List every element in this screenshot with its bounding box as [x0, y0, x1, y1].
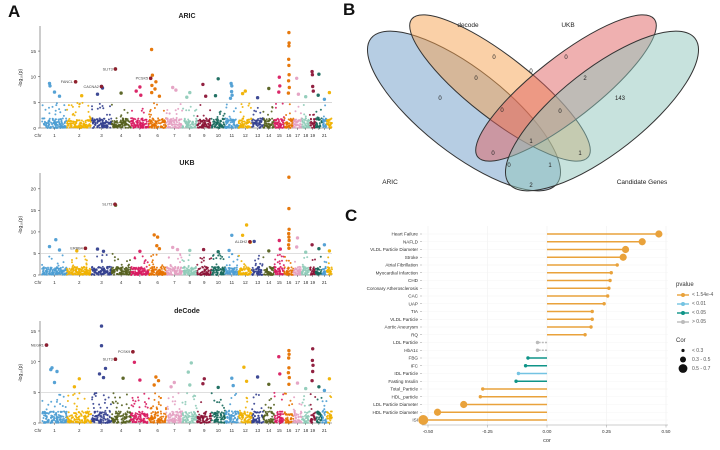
svg-text:Candidate Genes: Candidate Genes — [616, 179, 668, 186]
svg-text:9: 9 — [203, 428, 206, 433]
svg-text:10: 10 — [215, 428, 221, 433]
svg-text:19: 19 — [310, 280, 316, 285]
trait-label: NAFLD — [402, 239, 418, 245]
svg-text:4: 4 — [119, 428, 123, 433]
svg-text:11: 11 — [229, 280, 235, 285]
trait-label: Heart Failure — [391, 231, 418, 237]
trait-label: Fasting Insulin — [388, 378, 418, 384]
cor-dot — [517, 372, 520, 375]
cor-dot — [514, 380, 517, 383]
svg-text:0: 0 — [500, 108, 504, 114]
svg-text:5: 5 — [33, 252, 36, 258]
cor-dot — [639, 238, 646, 245]
cor-dot — [591, 318, 594, 321]
cor-dot — [606, 294, 609, 297]
trait-label: Aortic Aneurysm — [384, 324, 418, 330]
cor-dot — [583, 333, 586, 336]
trait-label: FBG — [408, 355, 418, 361]
svg-text:12: 12 — [242, 133, 248, 138]
data-points — [41, 102, 333, 129]
svg-text:9: 9 — [203, 133, 206, 138]
x-axis-label: cor — [543, 438, 551, 444]
trait-label: HbA1c — [404, 347, 418, 353]
pvalue-legend-items — [676, 290, 720, 326]
manhattan-plot-decode — [14, 301, 336, 447]
trait-label: LDL Particle — [393, 340, 418, 346]
svg-text:13: 13 — [255, 133, 261, 138]
svg-text:21: 21 — [321, 133, 327, 138]
trait-label: CHD — [408, 278, 418, 284]
svg-text:7: 7 — [173, 133, 176, 138]
svg-text:17: 17 — [295, 280, 301, 285]
peak-points — [48, 176, 331, 254]
cor-dot — [610, 271, 613, 274]
svg-text:Chr: Chr — [34, 428, 42, 433]
svg-text:14: 14 — [266, 280, 272, 285]
cor-dot — [622, 246, 629, 253]
svg-text:12: 12 — [242, 428, 248, 433]
trait-label: ISI — [412, 417, 418, 423]
svg-text:14: 14 — [266, 133, 272, 138]
manhattan-plot-aric — [14, 6, 336, 152]
svg-text:0: 0 — [491, 151, 495, 157]
svg-text:0: 0 — [558, 109, 562, 115]
trait-label: Stroke — [404, 254, 418, 260]
svg-text:13: 13 — [255, 280, 261, 285]
svg-text:1: 1 — [53, 280, 56, 285]
cor-dot — [434, 409, 441, 416]
cor-legend-title: Cor — [676, 338, 686, 344]
svg-text:ARIC: ARIC — [382, 179, 398, 186]
svg-text:21: 21 — [321, 280, 327, 285]
svg-text:10: 10 — [30, 75, 36, 81]
svg-text:6: 6 — [156, 133, 159, 138]
svg-text:18: 18 — [303, 280, 309, 285]
plot-title: UKB — [179, 160, 195, 167]
svg-text:0: 0 — [33, 273, 36, 279]
trait-label: HDL_particle — [391, 394, 418, 400]
plot-title: ARIC — [178, 13, 196, 20]
manhattan-plot-ukb — [14, 153, 336, 299]
cor-legend-item: < 0.3 — [676, 346, 720, 355]
cor-dot — [607, 287, 610, 290]
svg-text:16: 16 — [286, 133, 292, 138]
y-axis-label: -log₁₀(p) — [18, 363, 24, 383]
cor-dot — [460, 401, 467, 408]
trait-label: HDL Particle Diameter — [372, 409, 418, 415]
trait-label: IFC — [410, 363, 418, 369]
svg-text:CACNA2: CACNA2 — [83, 84, 99, 89]
svg-text:Chr: Chr — [34, 280, 42, 285]
svg-text:18: 18 — [303, 428, 309, 433]
cor-legend-item: 0.5 - 0.7 — [676, 364, 720, 373]
svg-text:NEGR1: NEGR1 — [30, 343, 44, 348]
svg-text:10: 10 — [30, 360, 36, 366]
cor-dot — [589, 325, 592, 328]
cor-dot — [591, 310, 594, 313]
svg-text:2: 2 — [77, 133, 81, 138]
svg-text:0: 0 — [564, 55, 568, 61]
plot-title: deCode — [174, 308, 200, 315]
svg-text:5: 5 — [138, 133, 142, 138]
svg-text:8: 8 — [188, 428, 192, 433]
data-points — [41, 253, 333, 276]
gene-labels — [70, 203, 251, 251]
svg-text:15: 15 — [30, 49, 36, 55]
cor-dot — [608, 279, 611, 282]
panel-a-label: A — [8, 2, 21, 21]
gene-labels — [61, 67, 153, 89]
cor-dot — [602, 302, 605, 305]
cor-legend-items — [676, 346, 720, 373]
svg-text:ALDH2: ALDH2 — [235, 240, 248, 245]
svg-text:3: 3 — [100, 280, 103, 285]
svg-text:5: 5 — [138, 428, 142, 433]
svg-text:PCSK9: PCSK9 — [117, 350, 131, 355]
panel-c-label: C — [345, 206, 358, 225]
svg-text:5: 5 — [33, 391, 36, 397]
trait-label: UAP — [408, 301, 418, 307]
svg-text:6: 6 — [156, 428, 159, 433]
svg-text:16: 16 — [286, 428, 292, 433]
svg-text:2: 2 — [77, 428, 81, 433]
svg-text:Chr: Chr — [34, 133, 42, 138]
cor-legend-item: 0.3 - 0.5 — [676, 355, 720, 364]
svg-text:UKB: UKB — [561, 22, 575, 29]
svg-text:14: 14 — [266, 428, 272, 433]
svg-text:9: 9 — [203, 280, 206, 285]
cor-dot — [479, 395, 482, 398]
svg-text:21: 21 — [321, 428, 327, 433]
svg-text:15: 15 — [30, 209, 36, 215]
svg-text:decode: decode — [457, 22, 479, 29]
y-axis-label: -log₁₀(p) — [18, 68, 24, 88]
peak-points — [48, 31, 331, 101]
svg-text:1: 1 — [578, 151, 582, 157]
pvalue-legend-item: < 0.01 — [676, 299, 720, 308]
svg-text:1: 1 — [529, 139, 533, 145]
svg-text:SLIT3: SLIT3 — [102, 67, 113, 72]
svg-text:0: 0 — [474, 76, 478, 82]
pvalue-legend-item: < 0.05 — [676, 308, 720, 317]
cor-dot — [616, 263, 619, 266]
svg-text:12: 12 — [242, 280, 248, 285]
svg-text:10: 10 — [30, 230, 36, 236]
svg-text:2: 2 — [77, 280, 81, 285]
svg-text:15: 15 — [276, 133, 282, 138]
svg-text:0: 0 — [492, 55, 496, 61]
svg-text:6: 6 — [156, 280, 159, 285]
pvalue-legend-item: < 1.54e-4 — [676, 290, 720, 299]
trait-label: Total_Particle — [390, 386, 418, 392]
pvalue-legend-item: > 0.05 — [676, 317, 720, 326]
svg-text:7: 7 — [173, 280, 176, 285]
svg-text:2: 2 — [529, 183, 533, 189]
svg-text:7: 7 — [173, 428, 176, 433]
cor-dot — [536, 341, 539, 344]
trait-label: LDL Particle Diameter — [373, 402, 418, 408]
pvalue-legend-title: pvalue — [676, 282, 694, 288]
venn-diagram — [352, 14, 714, 212]
svg-text:2: 2 — [583, 76, 587, 82]
svg-text:1: 1 — [53, 428, 56, 433]
svg-text:0: 0 — [33, 126, 36, 132]
svg-text:16: 16 — [286, 280, 292, 285]
trait-label: TIA — [410, 309, 418, 315]
svg-text:4: 4 — [119, 133, 123, 138]
svg-text:11: 11 — [229, 428, 235, 433]
svg-text:8: 8 — [188, 280, 192, 285]
svg-text:19: 19 — [310, 133, 316, 138]
trait-label: Myocardial Infarction — [375, 270, 418, 276]
svg-text:11: 11 — [229, 133, 235, 138]
svg-text:10: 10 — [215, 280, 221, 285]
trait-label: Coronary Atherosclerosis — [366, 285, 418, 291]
svg-text:15: 15 — [30, 329, 36, 335]
svg-text:5: 5 — [33, 101, 36, 107]
gene-labels — [31, 343, 135, 361]
svg-text:0: 0 — [438, 96, 442, 102]
chart-legend — [676, 280, 720, 373]
trait-label: VLDL Particle — [390, 316, 418, 322]
svg-text:ERBB4: ERBB4 — [70, 246, 83, 251]
svg-text:SLIT3: SLIT3 — [102, 357, 113, 362]
cor-dot — [526, 356, 529, 359]
svg-text:10: 10 — [215, 133, 221, 138]
svg-text:SLIT3: SLIT3 — [102, 202, 113, 207]
peak-points — [45, 324, 331, 392]
svg-text:4: 4 — [119, 280, 123, 285]
trait-label: RQ — [411, 332, 418, 338]
svg-text:19: 19 — [310, 428, 316, 433]
svg-text:0: 0 — [529, 69, 533, 75]
cor-dot — [620, 254, 627, 261]
svg-text:8: 8 — [188, 133, 192, 138]
svg-text:15: 15 — [276, 428, 282, 433]
svg-text:3: 3 — [100, 133, 103, 138]
panel-b-label: B — [343, 0, 356, 19]
trait-label: IDL Particle — [394, 371, 418, 377]
svg-text:0: 0 — [507, 163, 511, 169]
svg-text:20: 20 — [30, 187, 36, 193]
svg-text:1: 1 — [53, 133, 56, 138]
trait-label: Atrial Fibrillation — [385, 262, 418, 268]
svg-text:17: 17 — [295, 133, 301, 138]
svg-text:15: 15 — [276, 280, 282, 285]
cor-dot — [481, 387, 484, 390]
correlation-lollipop-chart — [338, 210, 674, 450]
cor-dot — [655, 230, 662, 237]
data-points — [41, 392, 332, 424]
gridlines — [422, 226, 668, 425]
svg-text:0: 0 — [33, 421, 36, 427]
y-axis-label: -log₁₀(p) — [18, 215, 24, 235]
cor-dot — [524, 364, 527, 367]
svg-text:5: 5 — [138, 280, 142, 285]
trait-label: VLDL Particle Diameter — [370, 247, 418, 253]
svg-text:143: 143 — [614, 96, 626, 102]
cor-dot — [418, 415, 428, 425]
svg-text:17: 17 — [295, 428, 301, 433]
svg-text:18: 18 — [303, 133, 309, 138]
svg-text:13: 13 — [255, 428, 261, 433]
cor-dot — [536, 349, 539, 352]
svg-text:FANCL: FANCL — [60, 80, 73, 85]
svg-text:3: 3 — [100, 428, 103, 433]
svg-text:PCSK5: PCSK5 — [135, 76, 149, 81]
trait-label: CAC — [408, 293, 418, 299]
svg-text:1: 1 — [548, 163, 552, 169]
lollipop-rows — [367, 230, 663, 425]
